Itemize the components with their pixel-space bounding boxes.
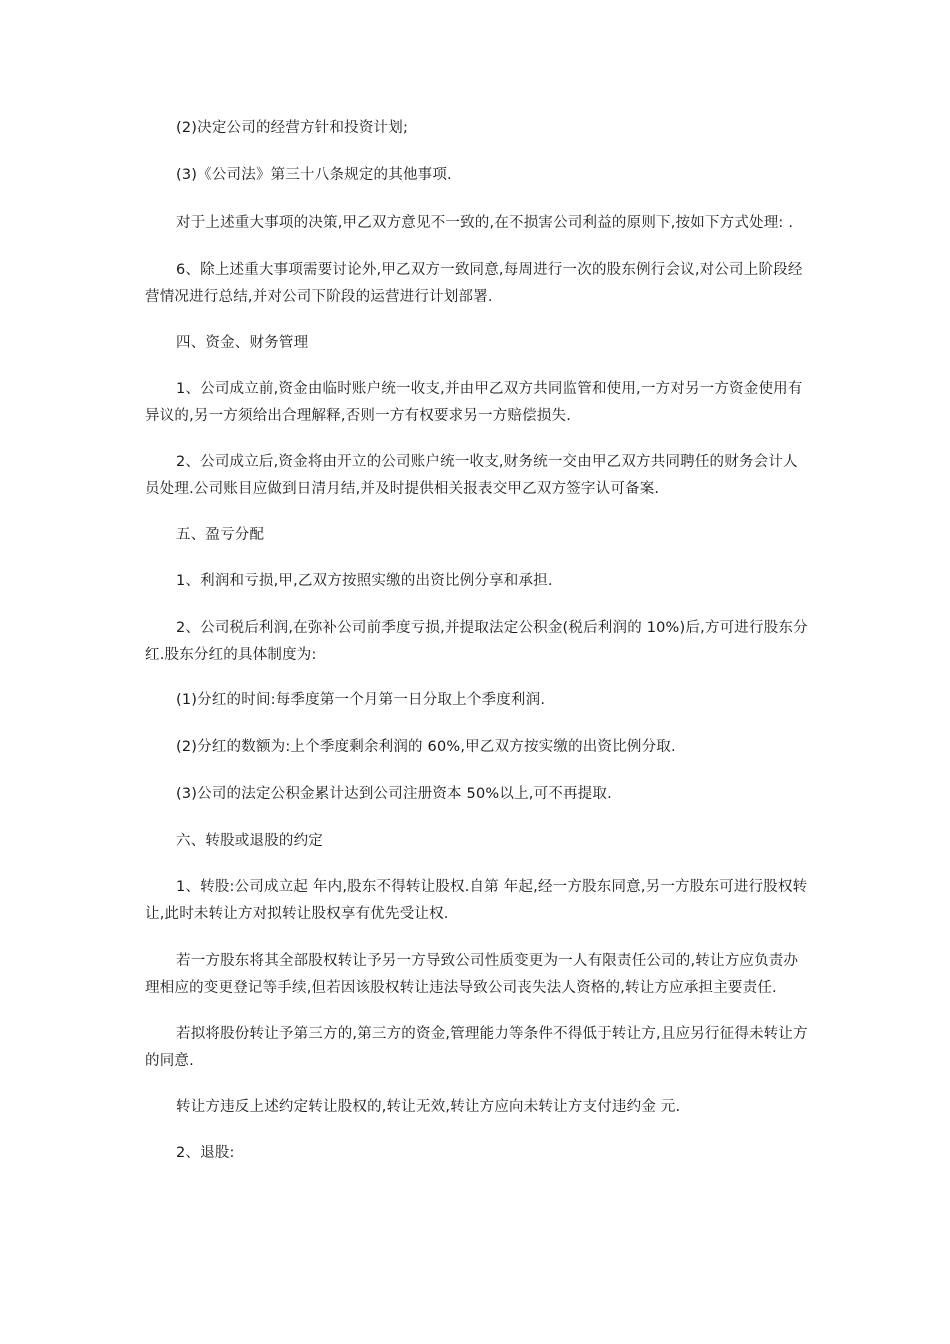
paragraph-dividend-amount: (2)分红的数额为:上个季度剩余利润的 60%,甲乙双方按实缴的出资比例分取. [176,739,676,755]
paragraph-dividend-time: (1)分红的时间:每季度第一个月第一日分取上个季度利润. [176,692,546,708]
section-heading-transfer: 六、转股或退股的约定 [176,833,323,849]
section-heading-finance: 四、资金、财务管理 [176,335,309,351]
paragraph-profit-1: 1、利润和亏损,甲,乙双方按照实缴的出资比例分享和承担. [176,573,553,589]
paragraph-transfer-breach: 转让方违反上述约定转让股权的,转让无效,转让方应向未转让方支付违约金 元. [176,1099,681,1115]
paragraph-withdrawal: 2、退股: [176,1145,235,1161]
paragraph-item-6: 6、除上述重大事项需要讨论外,甲乙双方一致同意,每周进行一次的股东例行会议,对公司上阶段经营情况进行总结,并对公司下阶段的运营进行计划部署. [145,262,803,305]
paragraph-clause-3: (3)《公司法》第三十八条规定的其他事项. [176,167,452,183]
paragraph-transfer-1: 1、转股:公司成立起 年内,股东不得转让股权.自第 年起,经一方股东同意,另一方股东可进行股权转让,此时未转让方对拟转让股权享有优先受让权. [145,879,808,922]
paragraph-clause-2: (2)决定公司的经营方针和投资计划; [176,120,409,136]
paragraph-finance-2: 2、公司成立后,资金将由开立的公司账户统一收支,财务统一交由甲乙双方共同聘任的财务会计人员处理.公司账目应做到日清月结,并及时提供相关报表交甲乙双方签字认可备案. [145,454,798,497]
paragraph-finance-1: 1、公司成立前,资金由临时账户统一收支,并由甲乙双方共同监管和使用,一方对另一方资金使用有异议的,另一方须给出合理解释,否则一方有权要求另一方赔偿损失. [145,381,803,424]
paragraph-profit-2: 2、公司税后利润,在弥补公司前季度亏损,并提取法定公积金(税后利润的 10%)后,方可进行股东分红.股东分红的具体制度为: [145,620,808,663]
paragraph-transfer-third-party: 若拟将股份转让予第三方的,第三方的资金,管理能力等条件不得低于转让方,且应另行征得未转让方的同意. [145,1026,808,1069]
paragraph-reserve-fund: (3)公司的法定公积金累计达到公司注册资本 50%以上,可不再提取. [176,786,612,802]
paragraph-decision-method: 对于上述重大事项的决策,甲乙双方意见不一致的,在不损害公司利益的原则下,按如下方式处理: . [176,215,794,231]
paragraph-transfer-full: 若一方股东将其全部股权转让予另一方导致公司性质变更为一人有限责任公司的,转让方应负责办理相应的变更登记等手续,但若因该股权转让违法导致公司丧失法人资格的,转让方应承担主要责任. [145,953,799,996]
section-heading-profit: 五、盈亏分配 [176,527,265,543]
